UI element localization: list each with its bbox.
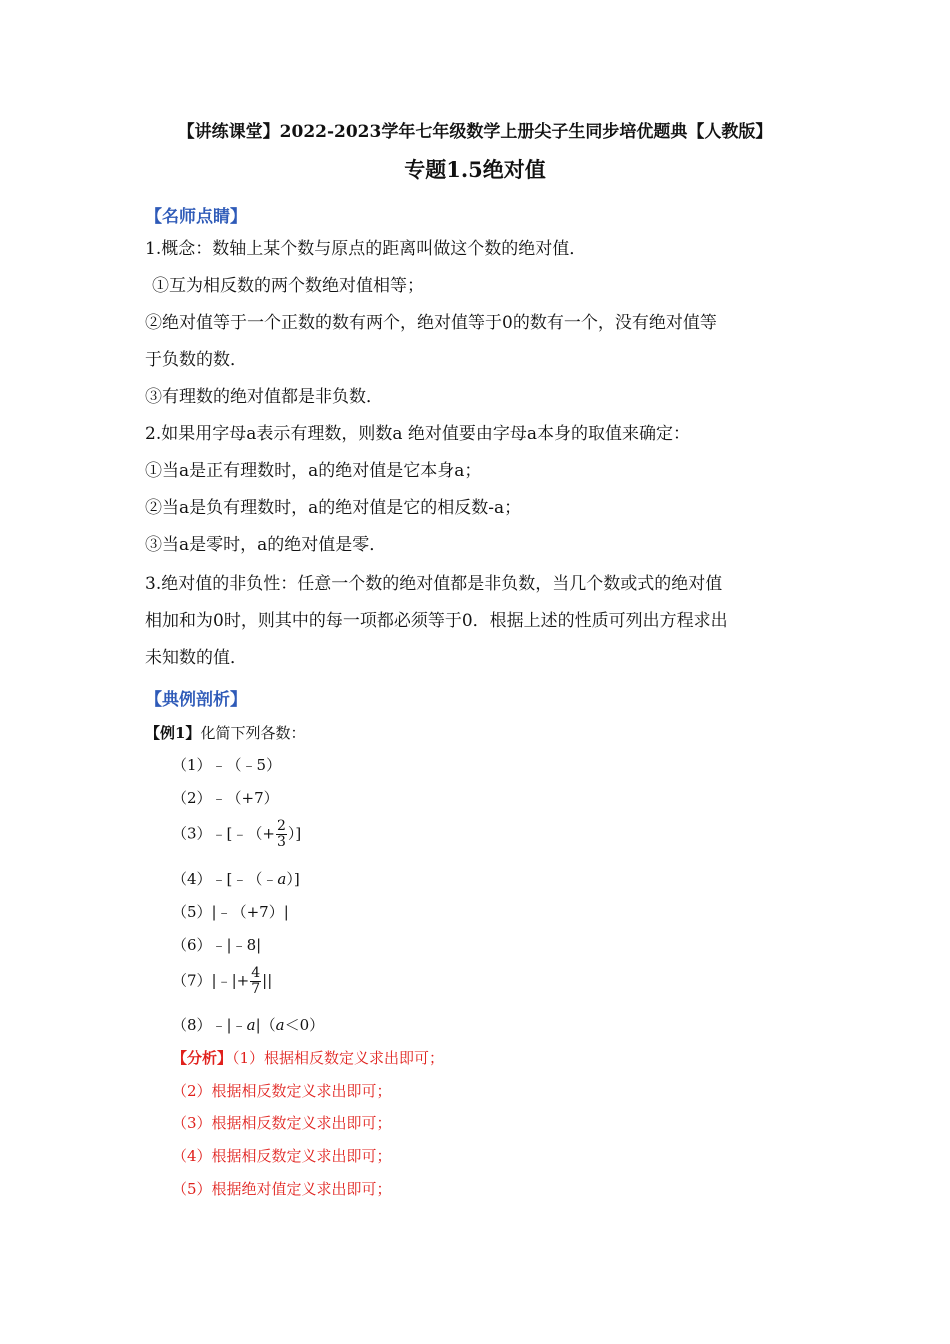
fraction: $\frac{2}{3}$ bbox=[276, 818, 286, 850]
document-header: 【讲练课堂】2022-2023学年七年级数学上册尖子生同步培优题典【人教版】 bbox=[177, 122, 773, 142]
example-item-8: （8）﹣|﹣a|（a＜0） bbox=[172, 1016, 325, 1034]
fraction: $\frac{4}{7}$ bbox=[251, 965, 261, 997]
point-line: ②绝对值等于一个正数的数有两个，绝对值等于0的数有一个，没有绝对值等 bbox=[145, 313, 717, 333]
point-line: 相加和为0时，则其中的每一项都必须等于0．根据上述的性质可列出方程求出 bbox=[145, 611, 728, 631]
example-text: 化简下列各数： bbox=[200, 724, 306, 742]
point-line: ①互为相反数的两个数绝对值相等； bbox=[152, 276, 424, 296]
analysis-line: （5）根据绝对值定义求出即可； bbox=[172, 1180, 392, 1198]
point-line: 未知数的值． bbox=[145, 648, 247, 668]
section-heading-key-points: 【名师点睛】 bbox=[145, 207, 247, 227]
point-line: 3.绝对值的非负性：任意一个数的绝对值都是非负数，当几个数或式的绝对值 bbox=[145, 574, 723, 594]
point-line: ②当a是负有理数时，a的绝对值是它的相反数-a； bbox=[145, 498, 522, 518]
example-item-5: （5）|﹣（+7）| bbox=[172, 903, 289, 921]
point-line: ①当a是正有理数时，a的绝对值是它本身a； bbox=[145, 461, 482, 481]
point-line: ③当a是零时，a的绝对值是零． bbox=[145, 535, 387, 555]
analysis-line: 【分析】（1）根据相反数定义求出即可； bbox=[172, 1049, 445, 1067]
example-item-2: （2）﹣（+7） bbox=[172, 789, 279, 807]
example-item-6: （6）﹣|﹣8| bbox=[172, 936, 262, 954]
point-line: ③有理数的绝对值都是非负数． bbox=[145, 387, 383, 407]
example-title bbox=[145, 722, 305, 743]
section-heading-examples: 【典例剖析】 bbox=[145, 690, 247, 710]
point-line: 2.如果用字母a表示有理数，则数a 绝对值要由字母a本身的取值来确定： bbox=[145, 424, 691, 444]
analysis-line: （4）根据相反数定义求出即可； bbox=[172, 1147, 392, 1165]
example-item-4: （4）﹣[﹣（﹣a）] bbox=[172, 870, 300, 888]
example-tag: 【例1】 bbox=[145, 724, 201, 742]
point-line: 1.概念：数轴上某个数与原点的距离叫做这个数的绝对值． bbox=[145, 239, 587, 259]
example-item-7: （7）|﹣|+ $\frac{4}{7}$ || bbox=[172, 965, 273, 997]
analysis-line: （2）根据相反数定义求出即可； bbox=[172, 1082, 392, 1100]
example-item-3: （3）﹣[﹣（+ $\frac{2}{3}$ ）] bbox=[172, 818, 302, 850]
example-item-1: （1）﹣（﹣5） bbox=[172, 756, 282, 774]
point-line: 于负数的数． bbox=[145, 350, 247, 370]
analysis-line: （3）根据相反数定义求出即可； bbox=[172, 1114, 392, 1132]
analysis-tag: 【分析】 bbox=[172, 1049, 233, 1067]
page-title: 专题1.5绝对值 bbox=[404, 157, 546, 182]
